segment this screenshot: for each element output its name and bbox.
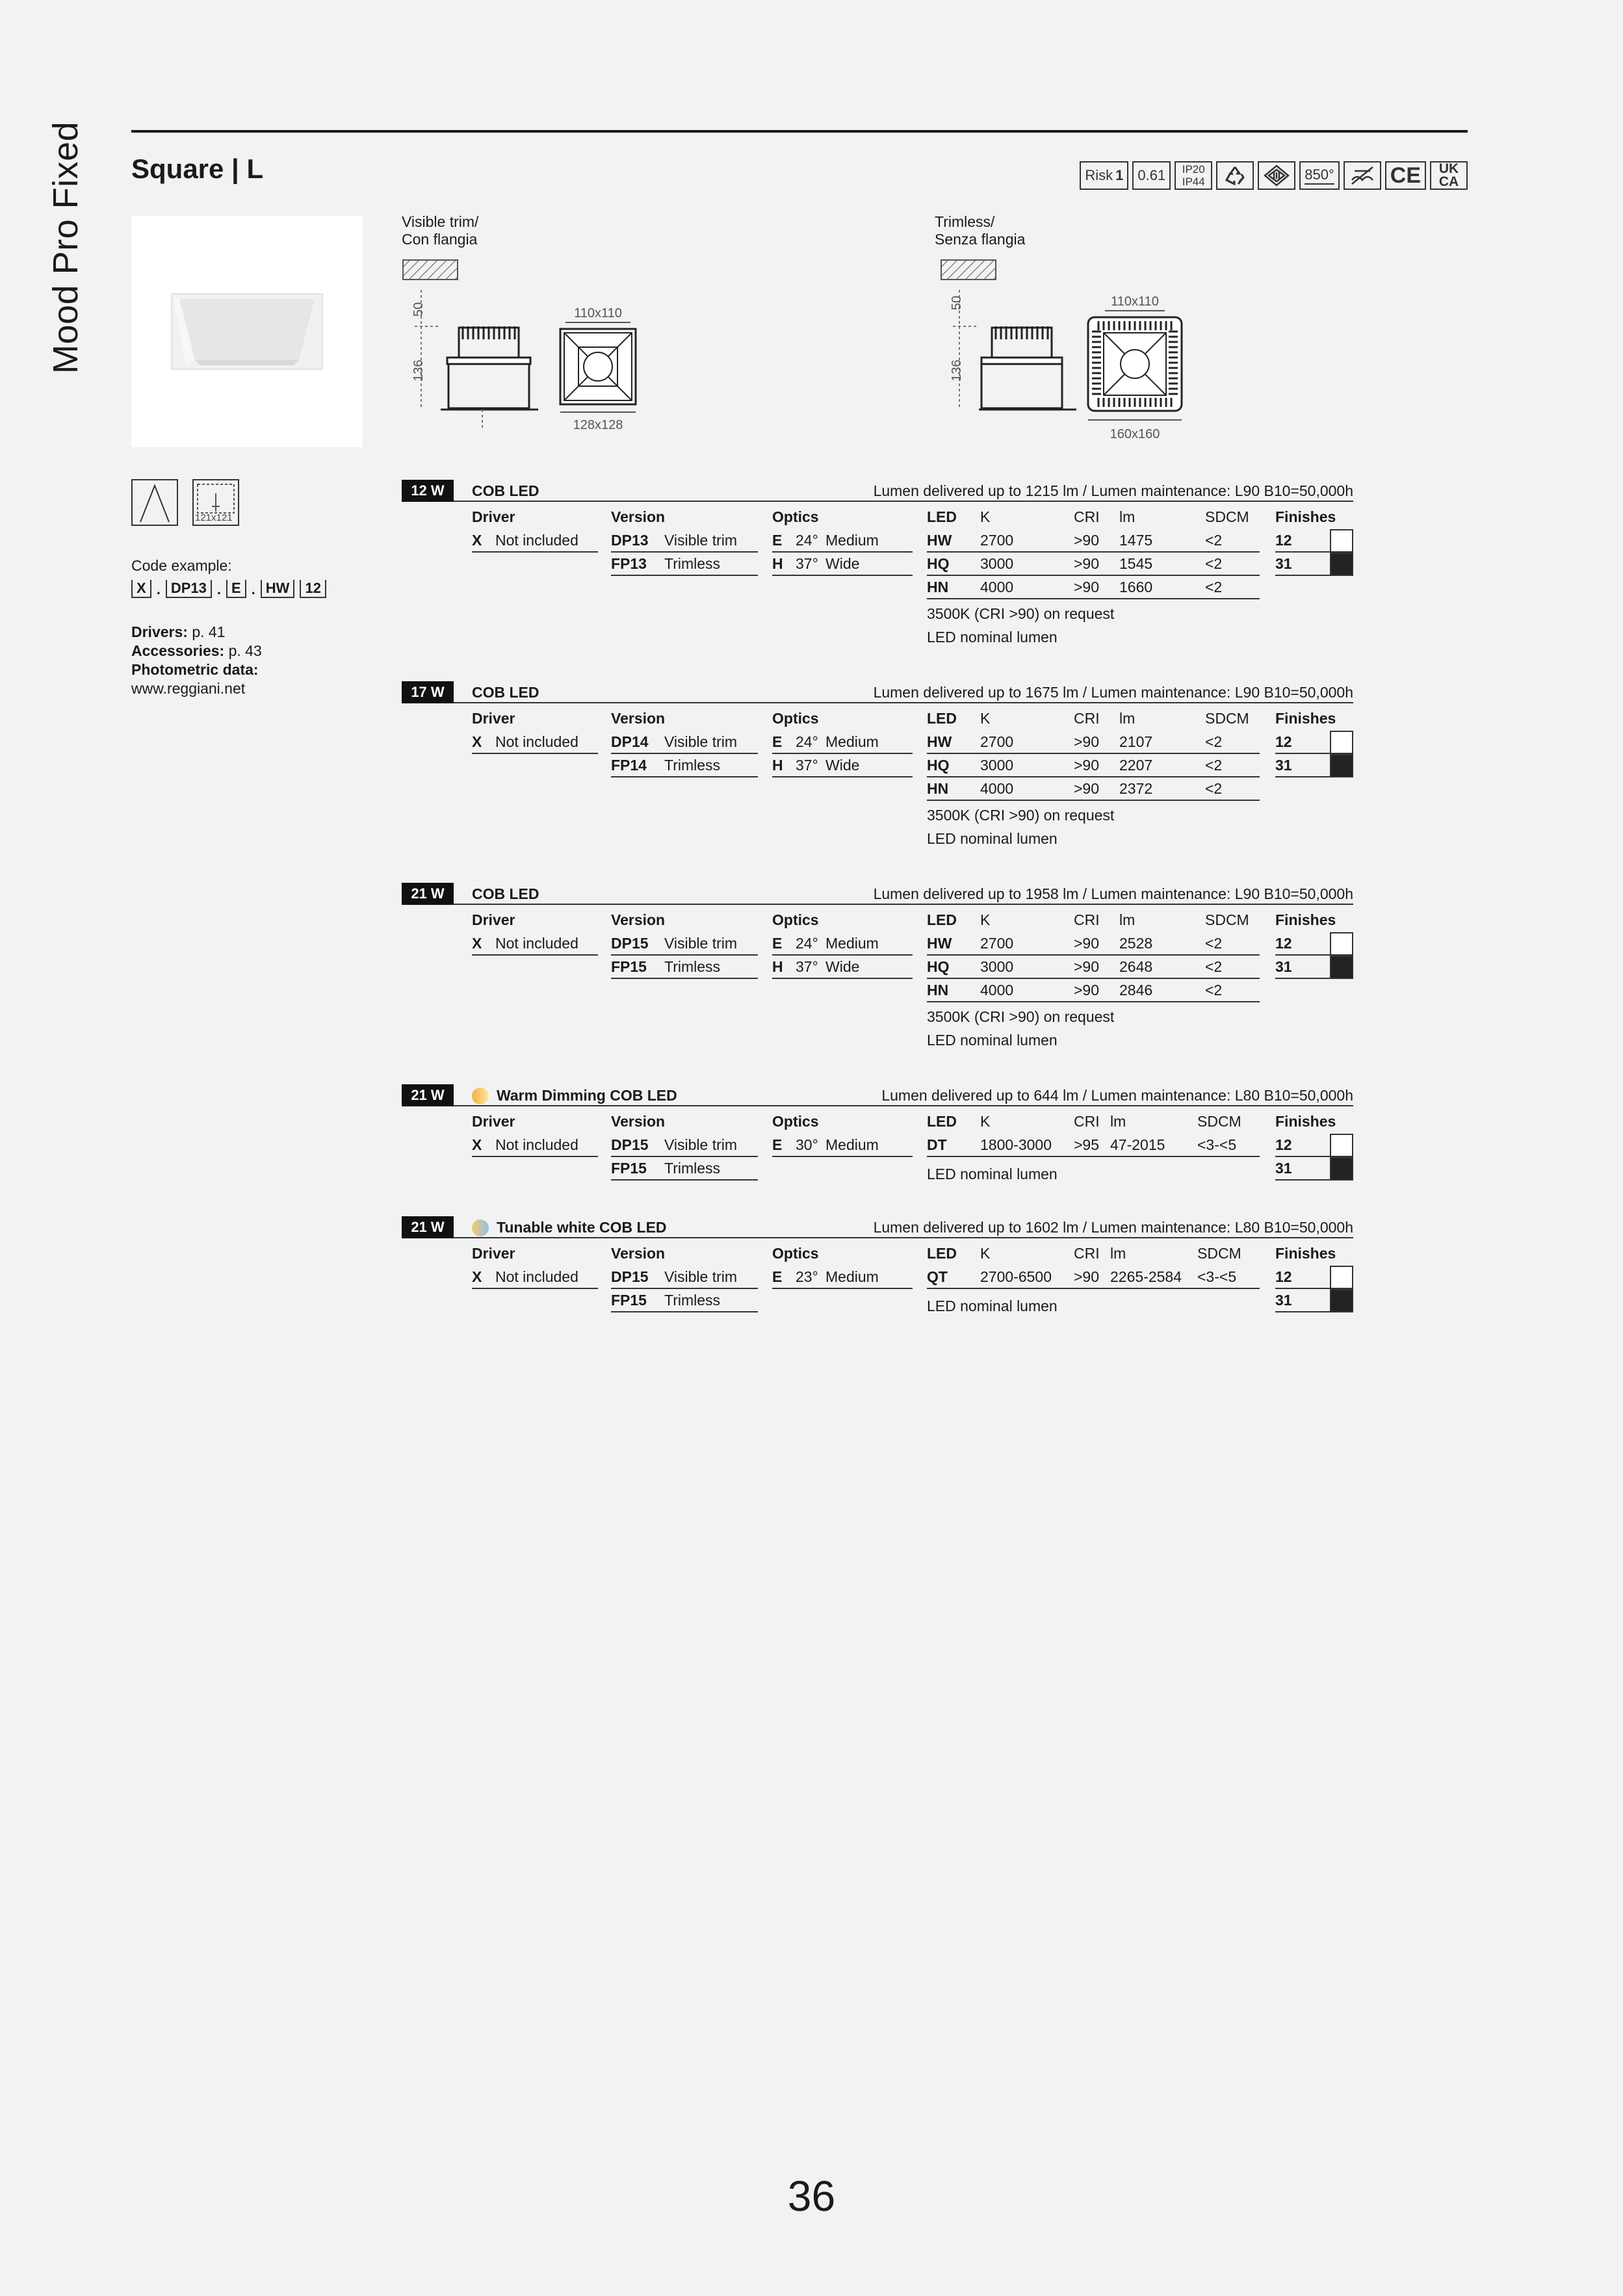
driver-column-header: Driver — [472, 1113, 515, 1130]
section-0 — [402, 480, 1353, 649]
section-1 — [402, 681, 1353, 850]
led-row: HQ 3000 >90 2648 <2 — [927, 956, 1260, 979]
led-row: HQ 3000 >90 2207 <2 — [927, 754, 1260, 777]
led-column — [927, 907, 1260, 1052]
version-column-header: Version — [611, 508, 666, 525]
version-column-header: Version — [611, 710, 666, 727]
led-row: HN 4000 >90 2372 <2 — [927, 777, 1260, 801]
led-row: HW 2700 >90 2528 <2 — [927, 932, 1260, 956]
led-row: HW 2700 >90 2107 <2 — [927, 731, 1260, 754]
driver-row: X Not included — [472, 932, 598, 956]
section-header — [402, 681, 1353, 703]
version-column — [611, 1241, 758, 1312]
version-row: FP13 Trimless — [611, 553, 758, 576]
svg-text:160x160: 160x160 — [1110, 427, 1160, 441]
finish-row: 12 — [1275, 731, 1353, 754]
finishes-header: Finishes — [1275, 508, 1336, 525]
recycle-icon — [1216, 161, 1254, 190]
led-row: HW 2700 >90 1475 <2 — [927, 529, 1260, 553]
optics-row: H 37° Wide — [772, 754, 913, 777]
driver-row: X Not included — [472, 731, 598, 754]
led-note: LED nominal lumen — [927, 629, 1058, 646]
lumen-info: Lumen delivered up to 644 lm / Lumen maintenance: L80 B10=50,000h — [881, 1087, 1353, 1104]
section-4 — [402, 1216, 1353, 1385]
led-type: COB LED — [472, 885, 539, 902]
finish-row: 12 — [1275, 529, 1353, 553]
version-row: FP15 Trimless — [611, 1157, 758, 1181]
finish-swatch — [1330, 1134, 1353, 1157]
svg-text:50: 50 — [950, 295, 964, 311]
optics-column — [772, 706, 913, 777]
optics-row: H 37° Wide — [772, 956, 913, 979]
version-column-header: Version — [611, 1245, 666, 1262]
led-note: 3500K (CRI >90) on request — [927, 605, 1115, 622]
svg-text:50: 50 — [411, 302, 426, 317]
optics-column-header: Optics — [772, 911, 819, 928]
optics-column — [772, 1241, 913, 1289]
drawing-label-visible: Visible trim/ Con flangia — [402, 213, 479, 248]
finish-row: 31 — [1275, 754, 1353, 777]
version-row: FP15 Trimless — [611, 956, 758, 979]
optics-column — [772, 907, 913, 979]
led-header: LED K CRI lm SDCM — [927, 1113, 1241, 1130]
glow-wire-icon: 850° — [1299, 161, 1340, 190]
cutout-icon — [192, 479, 239, 526]
finish-swatch — [1330, 1289, 1353, 1312]
version-row: DP15 Visible trim — [611, 1266, 758, 1289]
section-header — [402, 480, 1353, 502]
page-number: 36 — [787, 2172, 836, 2220]
optics-row: E 30° Medium — [772, 1134, 913, 1157]
finishes-column — [1275, 706, 1353, 777]
lumen-info: Lumen delivered up to 1602 lm / Lumen maintenance: L80 B10=50,000h — [873, 1219, 1353, 1236]
svg-text:110x110: 110x110 — [1111, 294, 1159, 309]
led-row: HN 4000 >90 2846 <2 — [927, 979, 1260, 1002]
optics-row: H 37° Wide — [772, 553, 913, 576]
finishes-column — [1275, 1109, 1353, 1181]
finishes-column — [1275, 504, 1353, 576]
led-column — [927, 706, 1260, 850]
finish-row: 31 — [1275, 1157, 1353, 1181]
led-row: HN 4000 >90 1660 <2 — [927, 576, 1260, 599]
section-header — [402, 1216, 1353, 1238]
version-column — [611, 504, 758, 576]
svg-text:136: 136 — [411, 359, 426, 382]
beam-angle-icon — [131, 479, 178, 526]
driver-column — [472, 1241, 598, 1289]
led-note: LED nominal lumen — [927, 1298, 1058, 1314]
code-example-label: Code example: — [131, 557, 232, 574]
references: Drivers: p. 41 Accessories: p. 43 Photometric data: www.reggiani.net — [131, 623, 262, 697]
ip-rating-icon: IP20 IP44 — [1175, 161, 1212, 190]
driver-column-header: Driver — [472, 710, 515, 727]
side-title: Mood Pro Fixed — [46, 121, 85, 374]
product-photo — [131, 216, 363, 447]
led-header: LED K CRI lm SDCM — [927, 508, 1249, 525]
wattage-badge: 21 W — [402, 1084, 454, 1106]
lumen-info: Lumen delivered up to 1958 lm / Lumen maintenance: L90 B10=50,000h — [873, 885, 1353, 902]
version-row: DP15 Visible trim — [611, 932, 758, 956]
top-rule — [131, 130, 1468, 133]
code-example: X . DP13 . E . HW 12 — [131, 580, 326, 598]
version-column-header: Version — [611, 1113, 666, 1130]
finish-row: 12 — [1275, 1266, 1353, 1289]
driver-column — [472, 706, 598, 754]
optics-row: E 24° Medium — [772, 529, 913, 553]
version-column — [611, 706, 758, 777]
page-title: Square | L — [131, 153, 264, 184]
section-2 — [402, 883, 1353, 1052]
finish-swatch — [1330, 754, 1353, 777]
version-row: DP13 Visible trim — [611, 529, 758, 553]
led-row: HQ 3000 >90 1545 <2 — [927, 553, 1260, 576]
finish-swatch — [1330, 731, 1353, 754]
svg-text:128x128: 128x128 — [573, 418, 623, 432]
driver-row: X Not included — [472, 529, 598, 553]
wattage-badge: 17 W — [402, 681, 454, 703]
finishes-column — [1275, 1241, 1353, 1312]
driver-row: X Not included — [472, 1134, 598, 1157]
led-header: LED K CRI lm SDCM — [927, 1245, 1241, 1262]
wattage-badge: 21 W — [402, 883, 454, 905]
led-note: LED nominal lumen — [927, 1166, 1058, 1182]
led-type: Warm Dimming COB LED — [472, 1087, 677, 1104]
finish-row: 12 — [1275, 1134, 1353, 1157]
led-row: DT 1800-3000 >95 47-2015 <3-<5 — [927, 1134, 1260, 1157]
no-insulation-cover-icon — [1344, 161, 1381, 190]
drawing-label-trimless: Trimless/ Senza flangia — [935, 213, 1026, 248]
optics-column — [772, 504, 913, 576]
optics-column-header: Optics — [772, 508, 819, 525]
finish-swatch — [1330, 1266, 1353, 1289]
version-column — [611, 1109, 758, 1181]
optics-column — [772, 1109, 913, 1157]
optics-column-header: Optics — [772, 710, 819, 727]
optics-row: E 24° Medium — [772, 731, 913, 754]
led-column — [927, 1241, 1260, 1318]
driver-column-header: Driver — [472, 1245, 515, 1262]
led-type: Tunable white COB LED — [472, 1219, 667, 1236]
class-iii-icon — [1258, 161, 1295, 190]
led-column — [927, 504, 1260, 649]
lumen-info: Lumen delivered up to 1675 lm / Lumen maintenance: L90 B10=50,000h — [873, 684, 1353, 701]
wattage-badge: 21 W — [402, 1216, 454, 1238]
finishes-header: Finishes — [1275, 1245, 1336, 1262]
ce-mark-icon: CE — [1385, 161, 1426, 190]
finish-row: 31 — [1275, 553, 1353, 576]
version-row: FP15 Trimless — [611, 1289, 758, 1312]
optics-row: E 23° Medium — [772, 1266, 913, 1289]
finish-swatch — [1330, 553, 1353, 576]
led-note: 3500K (CRI >90) on request — [927, 1008, 1115, 1025]
finish-swatch — [1330, 956, 1353, 979]
risk-group-icon: Risk 1 — [1080, 161, 1128, 190]
svg-text:136: 136 — [950, 359, 964, 382]
finish-swatch — [1330, 932, 1353, 956]
led-note: LED nominal lumen — [927, 1032, 1058, 1049]
optics-row: E 24° Medium — [772, 932, 913, 956]
certification-icons — [1080, 161, 1468, 190]
finish-row: 12 — [1275, 932, 1353, 956]
drawing-visible-trim — [402, 259, 675, 437]
warm-dimming-icon — [472, 1088, 489, 1104]
led-type: COB LED — [472, 684, 539, 701]
led-row: QT 2700-6500 >90 2265-2584 <3-<5 — [927, 1266, 1260, 1289]
energy-label-icon: 0.61 — [1132, 161, 1171, 190]
led-header: LED K CRI lm SDCM — [927, 911, 1249, 928]
driver-row: X Not included — [472, 1266, 598, 1289]
version-column-header: Version — [611, 911, 666, 928]
led-note: 3500K (CRI >90) on request — [927, 807, 1115, 824]
led-type: COB LED — [472, 482, 539, 499]
drawing-trimless — [940, 259, 1213, 447]
ukca-mark-icon: UK CA — [1430, 161, 1468, 190]
cutout-label: 121x121 — [195, 512, 233, 523]
version-row: FP14 Trimless — [611, 754, 758, 777]
finish-row: 31 — [1275, 956, 1353, 979]
finish-swatch — [1330, 1157, 1353, 1181]
driver-column — [472, 907, 598, 956]
website-link[interactable]: www.reggiani.net — [131, 680, 246, 697]
led-column — [927, 1109, 1260, 1186]
version-row: DP14 Visible trim — [611, 731, 758, 754]
optics-column-header: Optics — [772, 1113, 819, 1130]
finishes-header: Finishes — [1275, 911, 1336, 928]
driver-column-header: Driver — [472, 508, 515, 525]
finishes-column — [1275, 907, 1353, 979]
driver-column — [472, 504, 598, 553]
section-header — [402, 1084, 1353, 1106]
version-column — [611, 907, 758, 979]
driver-column — [472, 1109, 598, 1157]
finish-row: 31 — [1275, 1289, 1353, 1312]
optics-column-header: Optics — [772, 1245, 819, 1262]
finish-swatch — [1330, 529, 1353, 553]
finishes-header: Finishes — [1275, 1113, 1336, 1130]
version-row: DP15 Visible trim — [611, 1134, 758, 1157]
driver-column-header: Driver — [472, 911, 515, 928]
finishes-header: Finishes — [1275, 710, 1336, 727]
svg-text:110x110: 110x110 — [574, 306, 622, 320]
section-header — [402, 883, 1353, 905]
wattage-badge: 12 W — [402, 480, 454, 502]
beam-icons — [131, 479, 239, 526]
led-note: LED nominal lumen — [927, 830, 1058, 847]
lumen-info: Lumen delivered up to 1215 lm / Lumen maintenance: L90 B10=50,000h — [873, 482, 1353, 499]
led-header: LED K CRI lm SDCM — [927, 710, 1249, 727]
tunable-white-icon — [472, 1220, 489, 1236]
